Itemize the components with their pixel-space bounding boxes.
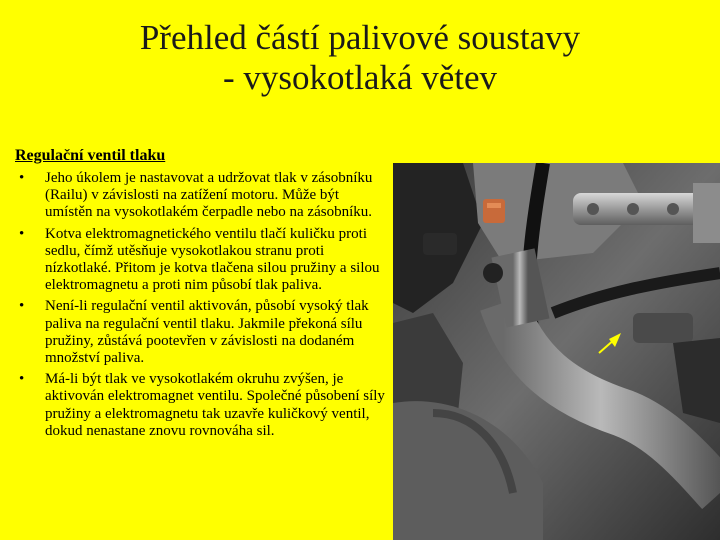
bullet-text: Kotva elektromagnetického ventilu tlačí kuličku proti sedlu, čímž utěsňuje vysokotlakou stranu proti nízkotlaké. Přitom je kotva tlačena silou pružiny a silou elektromagnetu a proti nim působí tlak paliva. (45, 225, 380, 294)
slide-title (0, 18, 720, 98)
bullet-item-1 (15, 170, 387, 222)
slide-title-line-1: Přehled částí palivové soustavy (139, 18, 581, 57)
bullet-list (15, 170, 387, 444)
bullet-text: Má-li být tlak ve vysokotlakém okruhu zvýšen, je aktivován elektromagnet ventilu. Společné působení síly pružiny a elektromagnetu tak uzavře kuličkový ventil, dokud nenastane znovu rovnováha sil. (45, 371, 385, 439)
bullet-marker: • (19, 298, 25, 315)
engine-photo (393, 163, 720, 540)
bullet-item-3 (15, 298, 387, 367)
bullet-item-2 (15, 226, 387, 295)
bullet-text: Není-li regulační ventil aktivován, působí vysoký tlak paliva na regulační ventil tlaku. Jakmile překoná sílu pružiny, zůstává pootevřen v závislosti na dodaném množství paliva. (45, 298, 369, 367)
bullet-marker: • (19, 225, 25, 242)
section-subheading: Regulační ventil tlaku (15, 147, 166, 164)
bullet-marker: • (19, 170, 25, 186)
bullet-marker: • (19, 371, 25, 388)
slide-title-line-2: - vysokotlaká větev (222, 58, 498, 97)
bullet-item-4 (15, 371, 387, 440)
bullet-text: Jeho úkolem je nastavovat a udržovat tlak v zásobníku (Railu) v závislosti na zatížení motoru. Může být umístěn na vysokotlakém čerpadle nebo na zásobníku. (45, 170, 373, 221)
